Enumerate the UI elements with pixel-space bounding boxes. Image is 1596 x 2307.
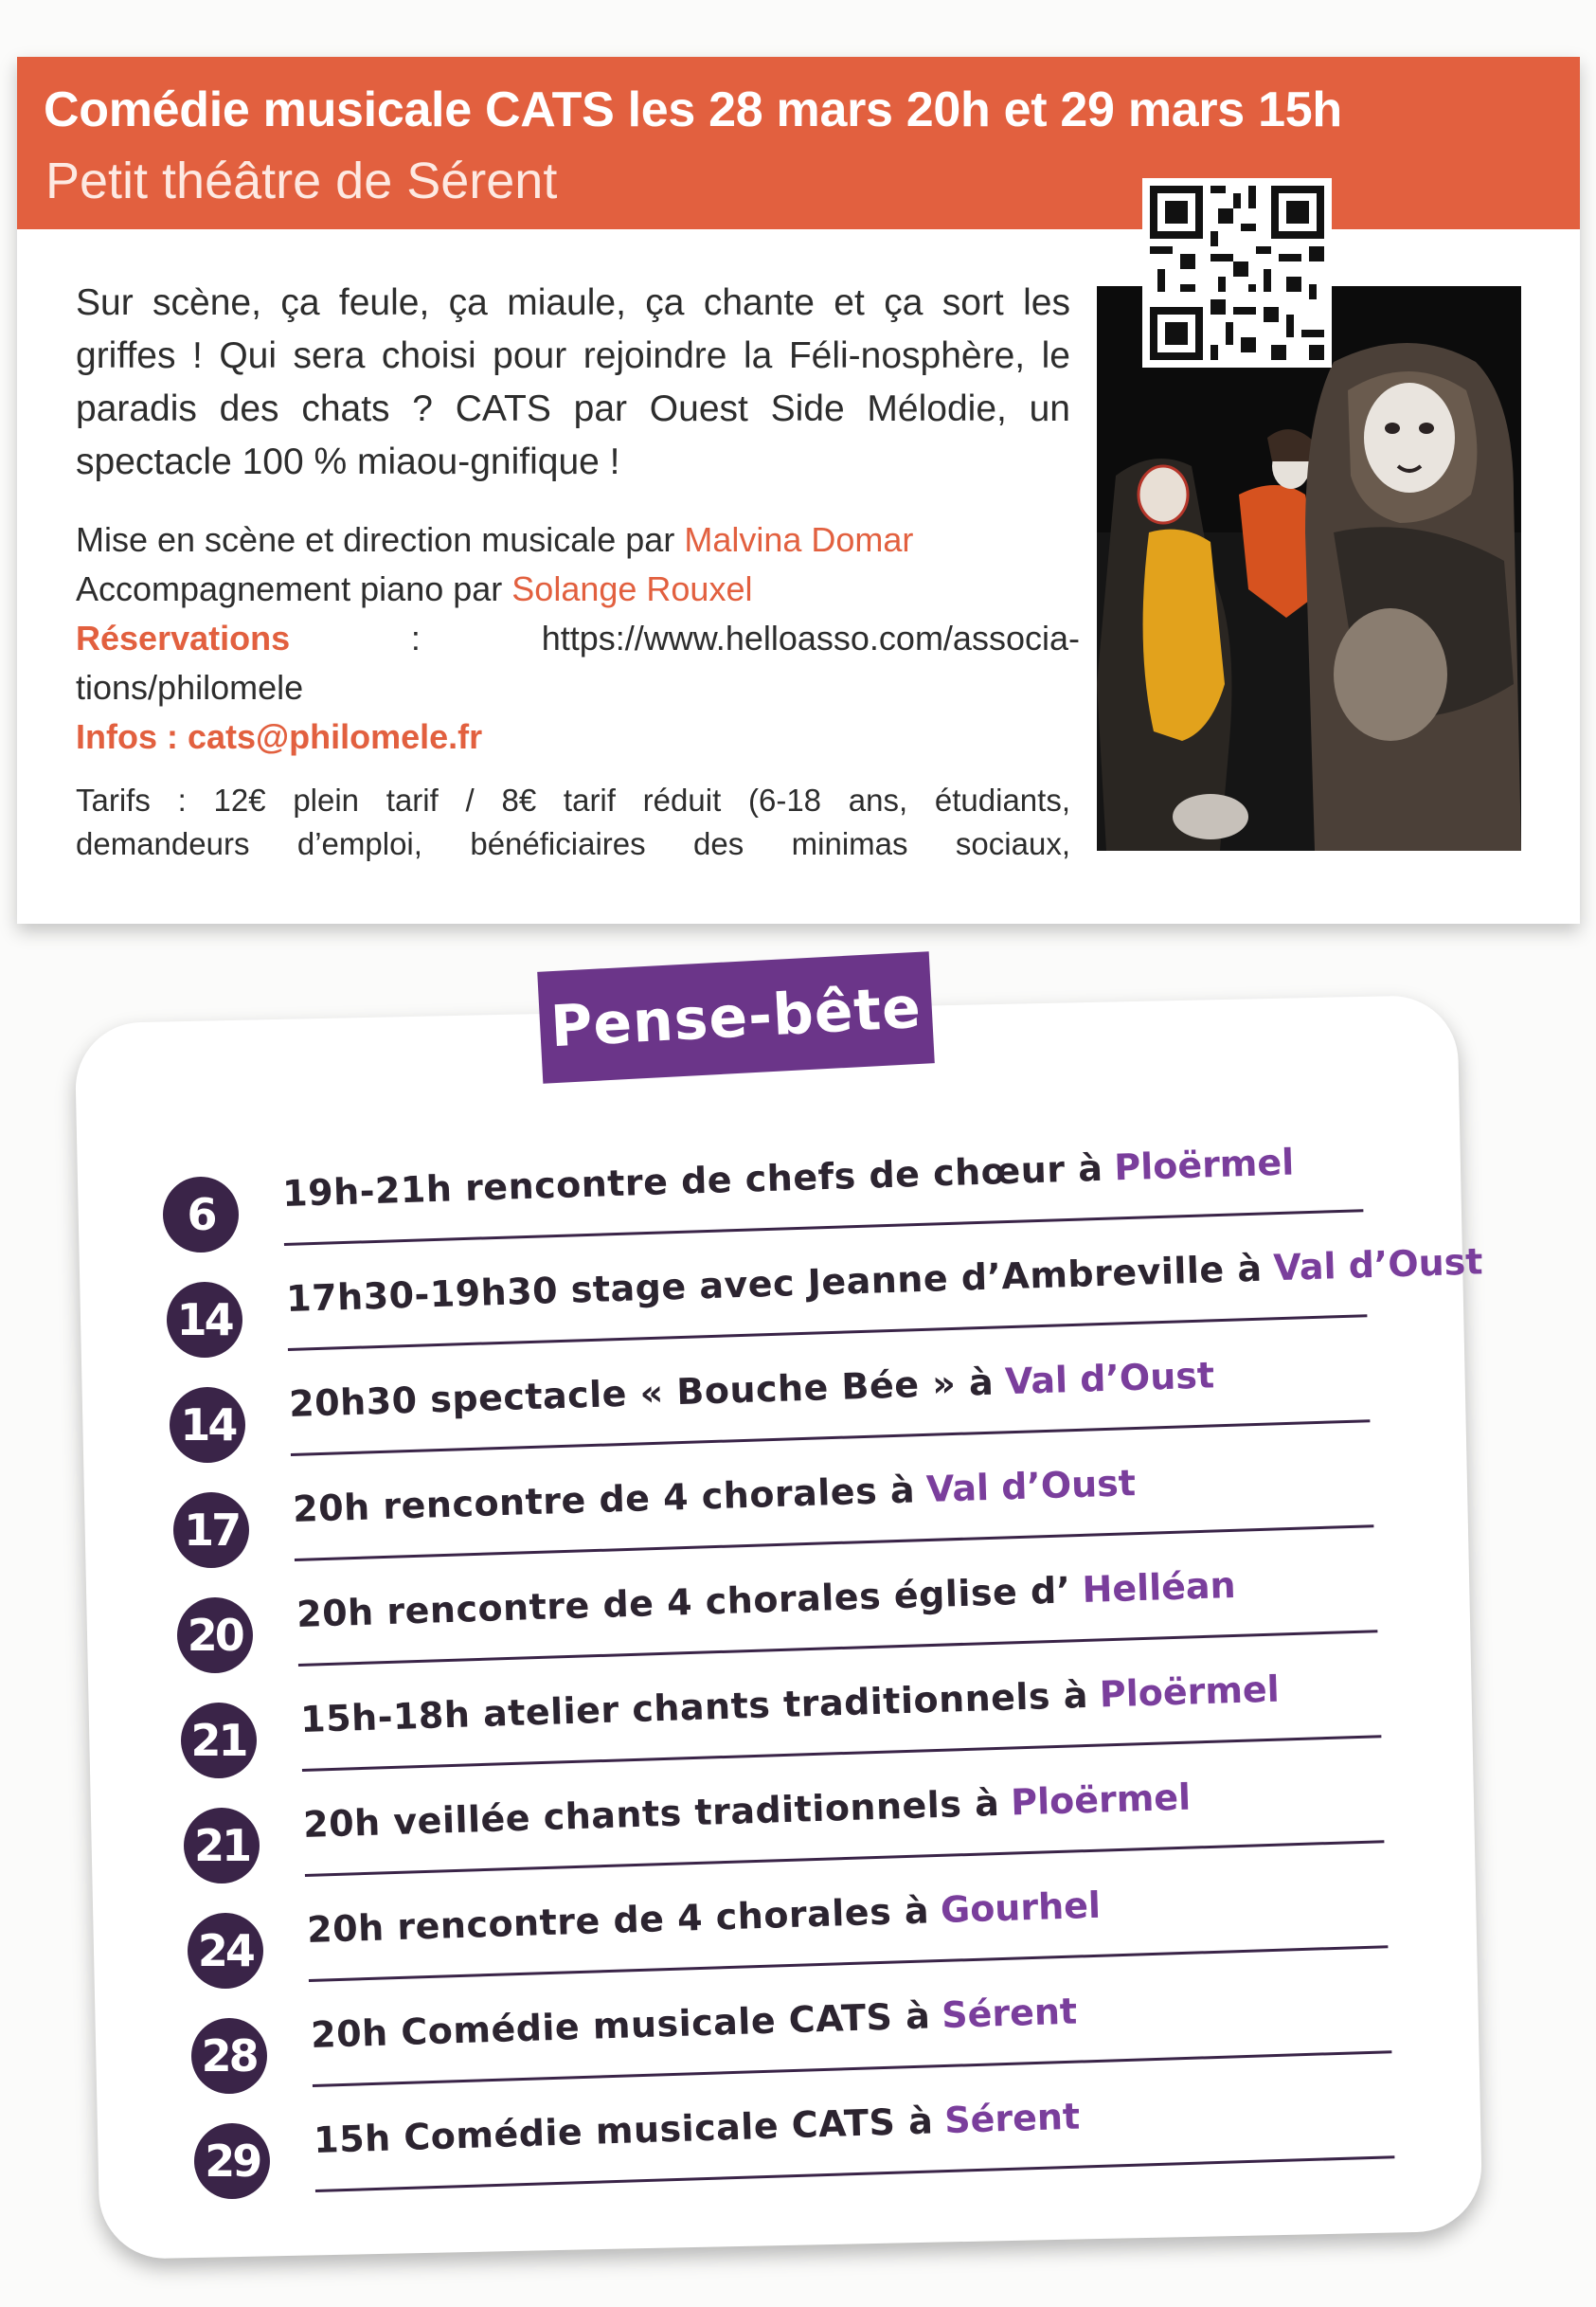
item-place: Gourhel xyxy=(940,1883,1102,1932)
day-badge: 21 xyxy=(184,1808,260,1883)
day-badge: 21 xyxy=(181,1703,257,1778)
tarifs-line-1: Tarifs : 12€ plein tarif / 8€ tarif réduit (6-18 ans, étudiants, xyxy=(76,783,1070,818)
day-badge: 28 xyxy=(191,2018,267,2094)
pense-bete-item xyxy=(184,1775,1387,1880)
day-badge: 6 xyxy=(163,1177,239,1253)
event-banner xyxy=(17,57,1580,229)
item-place: Val d’Oust xyxy=(925,1462,1137,1511)
pense-bete-title: Pense-bête xyxy=(548,974,924,1061)
item-place: Sérent xyxy=(943,2095,1081,2142)
reservations-separator: : xyxy=(410,619,421,658)
item-text: 20h rencontre de 4 chorales à xyxy=(292,1469,916,1531)
item-place: Ploërmel xyxy=(1098,1667,1280,1716)
reservations-label: Réservations xyxy=(76,619,291,658)
item-text: 15h-18h atelier chants traditionnels à xyxy=(299,1673,1089,1741)
staging-credit xyxy=(76,515,1080,565)
item-text: 17h30-19h30 stage avec Jeanne d’Ambreville à xyxy=(285,1247,1263,1321)
pense-bete-item xyxy=(188,1883,1390,1985)
tarifs-line-2: demandeurs d’emploi, bénéficiaires des minimas sociaux, xyxy=(76,826,1070,861)
infos-email[interactable]: Infos : cats@philomele.fr xyxy=(76,717,483,756)
event-description: Sur scène, ça feule, ça miaule, ça chante et ça sort les griffes ! Qui sera choisi pour rejoindre la Féli-nosphère, le paradis des chats ? CATS par Ouest Side Mélodie, un spectacle 100 % miaou-gnifique ! xyxy=(76,282,1070,482)
item-text: 20h rencontre de 4 chorales église d’ xyxy=(296,1569,1072,1636)
item-place: Ploërmel xyxy=(1010,1775,1192,1824)
pense-bete-item xyxy=(194,2095,1397,2195)
pense-bete-item xyxy=(163,1141,1366,1249)
item-text: 20h rencontre de 4 chorales à xyxy=(306,1889,930,1952)
item-place: Val d’Oust xyxy=(1004,1354,1216,1403)
pense-bete-item xyxy=(170,1354,1372,1459)
pense-bete-item xyxy=(191,1990,1394,2090)
event-title: Comédie musicale CATS les 28 mars 20h et 29 mars 15h xyxy=(44,82,1342,137)
pense-bete-item xyxy=(177,1563,1380,1669)
pense-bete-item xyxy=(173,1462,1376,1564)
pense-bete-item xyxy=(167,1240,1483,1354)
qr-code[interactable] xyxy=(1142,178,1332,368)
reservations-line xyxy=(76,614,1080,663)
staging-name: Malvina Domar xyxy=(684,520,914,559)
day-badge: 20 xyxy=(177,1597,253,1673)
item-place: Val d’Oust xyxy=(1272,1240,1483,1289)
item-place: Sérent xyxy=(941,1990,1078,2037)
item-place: Helléan xyxy=(1081,1563,1237,1611)
event-venue: Petit théâtre de Sérent xyxy=(45,153,558,209)
item-text: 15h Comédie musicale CATS à xyxy=(313,2100,935,2162)
item-text: 19h-21h rencontre de chefs de chœur à xyxy=(281,1146,1104,1216)
day-badge: 29 xyxy=(194,2123,270,2199)
day-badge: 14 xyxy=(170,1387,245,1463)
day-badge: 14 xyxy=(167,1282,242,1358)
item-text: 20h30 spectacle « Bouche Bée » à xyxy=(288,1361,995,1426)
day-badge: 24 xyxy=(188,1913,263,1989)
item-place: Ploërmel xyxy=(1113,1141,1295,1189)
event-card xyxy=(17,57,1580,924)
reservations-url-part1[interactable]: https://www.helloasso.com/associa- xyxy=(541,619,1080,658)
performance-photo xyxy=(1097,286,1521,851)
event-credits xyxy=(76,515,1080,762)
pense-bete-label xyxy=(537,951,935,1084)
piano-prefix: Accompagnement piano par xyxy=(76,569,503,608)
reservations-url-part2[interactable]: tions/philomele xyxy=(76,668,304,707)
staging-prefix: Mise en scène et direction musicale par xyxy=(76,520,675,559)
infos-line xyxy=(76,712,1080,762)
pense-bete-item xyxy=(181,1667,1384,1775)
piano-credit xyxy=(76,565,1080,614)
item-text: 20h Comédie musicale CATS à xyxy=(310,1994,931,2057)
piano-name: Solange Rouxel xyxy=(511,569,753,608)
item-text: 20h veillée chants traditionnels à xyxy=(302,1781,1001,1847)
reservations-line-2 xyxy=(76,663,1080,712)
day-badge: 17 xyxy=(173,1492,249,1568)
